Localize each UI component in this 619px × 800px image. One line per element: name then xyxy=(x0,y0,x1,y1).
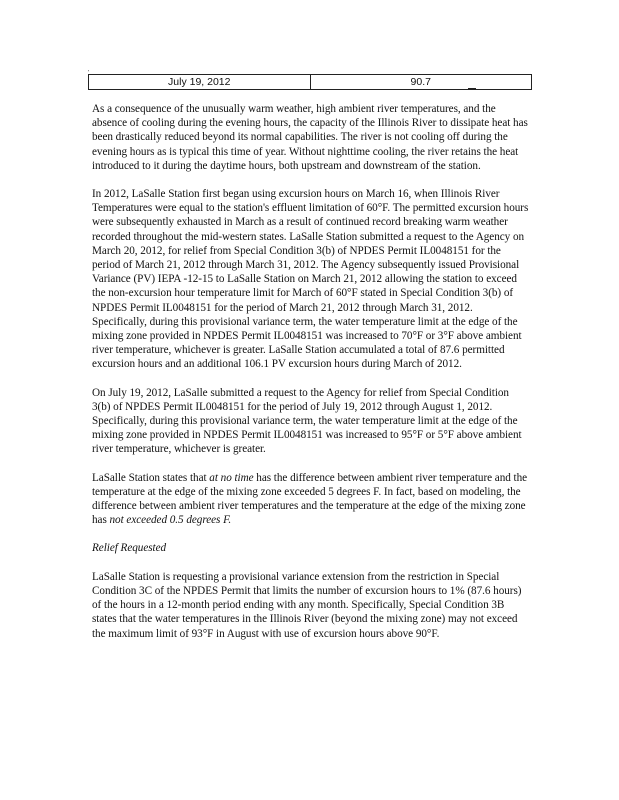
paragraph-excursion-history: In 2012, LaSalle Station first began using excursion hours on March 16, when Illinois River Temperatures were equal to the station's effluent limitation of 60°F. The permitted excursion hours were subsequently exhausted in March as a result of continued record breaking warm weather recorded throughout the mid-western states. LaSalle Station submitted a request to the Agency on March 20, 2012, for relief from Special Condition 3(b) of NPDES Permit IL0048151 for the period of March 21, 2012 through March 31, 2012. The Agency subsequently issued Provisional Variance (PV) IEPA -12-15 to LaSalle Station on March 21, 2012 allowing the station to exceed the non-excursion hour temperature limit for March of 60°F stated in Special Condition 3(b) of NPDES Permit IL0048151 for the period of March 21, 2012 through March 31, 2012. Specifically, during this provisional variance term, the water temperature limit at the edge of the mixing zone provided in NPDES Permit IL0048151 was increased to 70°F or 3°F above ambient river temperature, whichever is greater. LaSalle Station accumulated a total of 87.6 permitted excursion hours and an additional 106.1 PV excursion hours during March of 2012. xyxy=(92,188,529,371)
header-table xyxy=(88,74,532,90)
paragraph-heat-dissipation: As a consequence of the unusually warm weather, high ambient river temperatures, and the absence of cooling during the evening hours, the capacity of the Illinois River to dissipate heat has been drastically reduced beyond its normal capabilities. The river is not cooling off during the evening hours as is typical this time of year. Without nighttime cooling, the river retains the heat introduced to it during the daytime hours, both upstream and downstream of the station. xyxy=(92,103,528,172)
header-tick-mark: ' xyxy=(88,70,90,76)
p4-emphasis-at-no-time: at no time xyxy=(209,471,254,484)
paragraph-temperature-difference xyxy=(92,471,530,528)
paragraph-relief-request: LaSalle Station is requesting a provisional variance extension from the restriction in Special Condition 3C of the NPDES Permit that limits the number of excursion hours to 1% (87.6 hours) of the hours in a 12-month period ending with any month. Specifically, Special Condition 3B states that the water temperatures in the Illinois River (beyond the mixing zone) may not exceed the maximum limit of 93°F in August with use of excursion hours above 90°F. xyxy=(92,570,522,640)
p4-text-a: LaSalle Station states that xyxy=(92,471,210,484)
section-heading-relief-requested: Relief Requested xyxy=(92,542,167,555)
p4-text-c: has the difference between ambient river temperature and the temperature at the edge of the mixing zone exceeded 5 degrees F. In fact, based on modeling, the difference between ambient river temperatures and the temperature at the edge of the mixing zone has xyxy=(92,471,528,527)
header-date: July 19, 2012 xyxy=(168,76,231,88)
paragraph-july-request: On July 19, 2012, LaSalle submitted a request to the Agency for relief from Special Condition 3(b) of NPDES Permit IL0048151 for the period of July 19, 2012 through August 1, 2012. Specifically, during this provisional variance term, the water temperature limit at the edge of the mixing zone provided in NPDES Permit IL0048151 was increased to 95°F or 5°F above ambient river temperature, whichever is greater. xyxy=(92,386,522,456)
document-body xyxy=(92,102,530,655)
header-value: 90.7 xyxy=(310,75,532,89)
p4-emphasis-not-exceeded: not exceeded 0.5 degrees F. xyxy=(109,514,232,527)
